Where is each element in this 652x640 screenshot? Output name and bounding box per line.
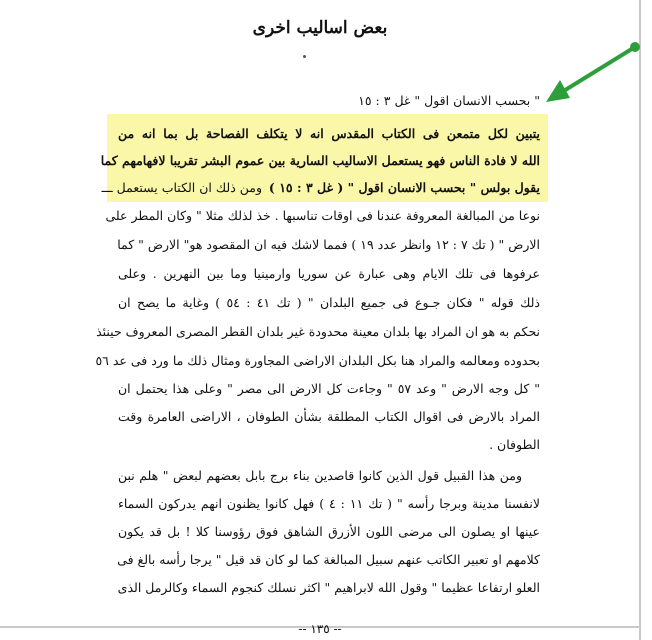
ornament-dot	[303, 55, 306, 58]
text-line: المراد بالارض فى اقوال الكتاب المطلقة بشأن الطوفان ، الاراضى العامرة وقت	[118, 409, 540, 424]
text-line: عينها او يصلون الى مرضى اللون الأزرق الشاهق فوق رؤوسنا كلا ! بل قد يكون	[118, 524, 540, 539]
text-line: ومن هذا القبيل قول الذين كانوا قاصدين بناء برج بابل بعضهم لبعض " هلم نبن	[118, 468, 522, 483]
text-line: ومن ذلك ان الكتاب يستعمل ـــ	[101, 180, 262, 195]
text-line: ذلك قوله " فكان جـوع فى جميع البلدان " ( تك ٤١ : ٥٤ ) وغاية ما يصح ان	[118, 295, 540, 310]
text-line: الطوفان .	[489, 437, 540, 452]
text-line: العلو ارتفاعا عظيما " وقول الله لابراهيم " اكثر نسلك كنجوم السماء وكالرمل الذى	[117, 580, 540, 595]
text-line: لانفسنا مدينة وبرجا رأسه " ( تك ١١ : ٤ ) فهل كانوا يظنون انهم يدركون السماء	[118, 496, 540, 511]
text-line: نحكم به هو ان المراد بها بلدان معينة محدودة غير بلدان القطر المصرى المعروف حينئذ	[96, 324, 540, 339]
green-arrow-icon	[540, 38, 645, 108]
text-line: بحدوده ومعالمه والمراد هنا بكل البلدان الاراضى المجاورة ومثال ذلك ما ورد فى عد ٥٦	[95, 353, 540, 368]
highlighted-text-line: الله لا فادة الناس فهو يستعمل الاساليب السارية بين عموم البشر تقريبا لافهامهم كما	[100, 153, 540, 168]
page-title: بعض اساليب اخرى	[252, 18, 388, 38]
highlighted-text-line: يتبين لكل متمعن فى الكتاب المقدس انه لا يتكلف الفصاحة بل بما انه من	[118, 126, 540, 141]
highlighted-text-line: يقول بولس " بحسب الانسان اقول " ( غل ٣ : ١٥ )	[268, 180, 540, 195]
text-line: نوعا من المبالغة المعروفة عندنا فى اوقات تناسبها . خذ لذلك مثلا " وكان المطر على	[105, 208, 540, 223]
page-number: -- ١٣٥ --	[298, 622, 342, 636]
text-line: الارض " ( تك ٧ : ١٢ وانظر عدد ١٩ ) فمما لاشك فيه ان المقصود هو" الارض " كما	[117, 237, 540, 252]
text-line: " بحسب الانسان اقول " غل ٣ : ١٥	[358, 93, 540, 108]
text-line: عرفوها فى تلك الايام وهى عبارة عن سوريا وارمينيا وما بين النهرين . وعلى	[118, 266, 540, 281]
text-line: كلامهم او تعبير الكاتب عنهم سبيل المبالغة كما لو كان قد قيل " يرجا رأسه بالغ فى	[117, 552, 540, 567]
text-line: " كل وجه الارض " وعد ٥٧ " وجاءت كل الارض الى مصر " وعلى هذا يحتمل ان	[118, 381, 540, 396]
